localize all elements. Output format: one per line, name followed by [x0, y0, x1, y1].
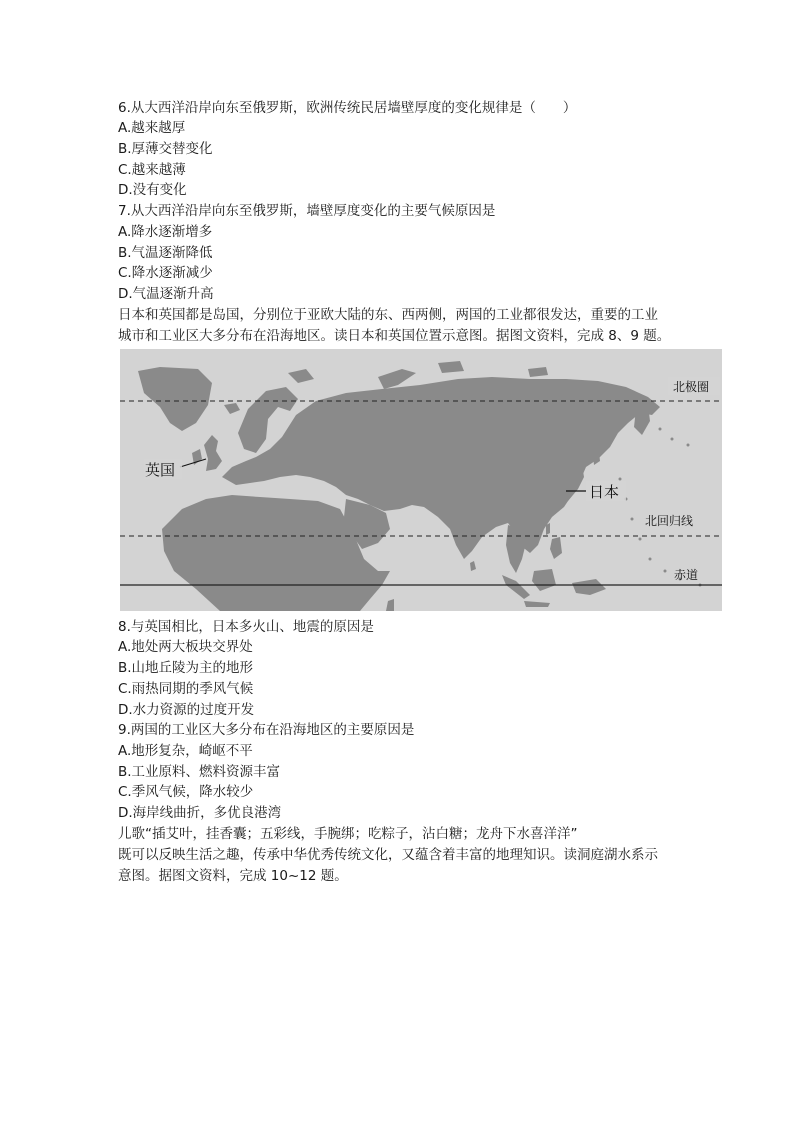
paragraph-line-1: 既可以反映生活之趣，传承中华优秀传统文化，又蕴含着丰富的地理知识。读洞庭湖水系示: [118, 847, 658, 863]
arctic-circle-label: 北极圈: [673, 380, 710, 394]
option-7c: C.降水逐渐减少: [118, 265, 213, 281]
option-6b: B.厚薄交替变化: [118, 141, 213, 157]
option-6a: A.越来越厚: [118, 120, 186, 136]
intro-line-2: 城市和工业区大多分布在沿海地区。读日本和英国位置示意图。据图文资料，完成 8、9 题。: [118, 328, 671, 344]
option-9b: B.工业原料、燃料资源丰富: [118, 764, 281, 780]
option-6d: D.没有变化: [118, 182, 187, 198]
question-7: 7.从大西洋沿岸向东至俄罗斯，墙壁厚度变化的主要气候原因是: [118, 203, 496, 219]
japan-label: 日本: [589, 483, 620, 501]
option-7a: A.降水逐渐增多: [118, 224, 213, 240]
option-8a: A.地处两大板块交界处: [118, 639, 253, 655]
paragraph-line-2: 意图。据图文资料，完成 10~12 题。: [118, 868, 348, 884]
option-9c: C.季风气候，降水较少: [118, 784, 254, 800]
question-8: 8.与英国相比，日本多火山、地震的原因是: [118, 619, 374, 635]
option-9d: D.海岸线曲折，多优良港湾: [118, 805, 282, 821]
intro-line-1: 日本和英国都是岛国，分别位于亚欧大陆的东、西两侧，两国的工业都很发达，重要的工业: [118, 307, 658, 323]
severnaya-zemlya-landmass: [438, 361, 464, 373]
option-7d: D.气温逐渐升高: [118, 286, 214, 302]
option-7b: B.气温逐渐降低: [118, 245, 213, 261]
option-9a: A.地形复杂，崎岖不平: [118, 743, 253, 759]
tropic-of-cancer-label: 北回归线: [645, 514, 694, 528]
option-8d: D.水力资源的过度开发: [118, 702, 255, 718]
question-9: 9.两国的工业区大多分布在沿海地区的主要原因是: [118, 722, 415, 738]
equator-label: 赤道: [674, 568, 699, 582]
uk-label: 英国: [145, 461, 176, 479]
option-6c: C.越来越薄: [118, 162, 186, 178]
option-8c: C.雨热同期的季风气候: [118, 681, 254, 697]
question-6: 6.从大西洋沿岸向东至俄罗斯，欧洲传统民居墙壁厚度的变化规律是（ ）: [118, 100, 577, 116]
taiwan-landmass: [546, 523, 550, 535]
japan-uk-location-map: [120, 349, 722, 611]
children-song: 儿歌“插艾叶，挂香囊；五彩线，手腕绑；吃粽子，沾白糖；龙舟下水喜洋洋”: [118, 826, 578, 842]
option-8b: B.山地丘陵为主的地形: [118, 660, 254, 676]
